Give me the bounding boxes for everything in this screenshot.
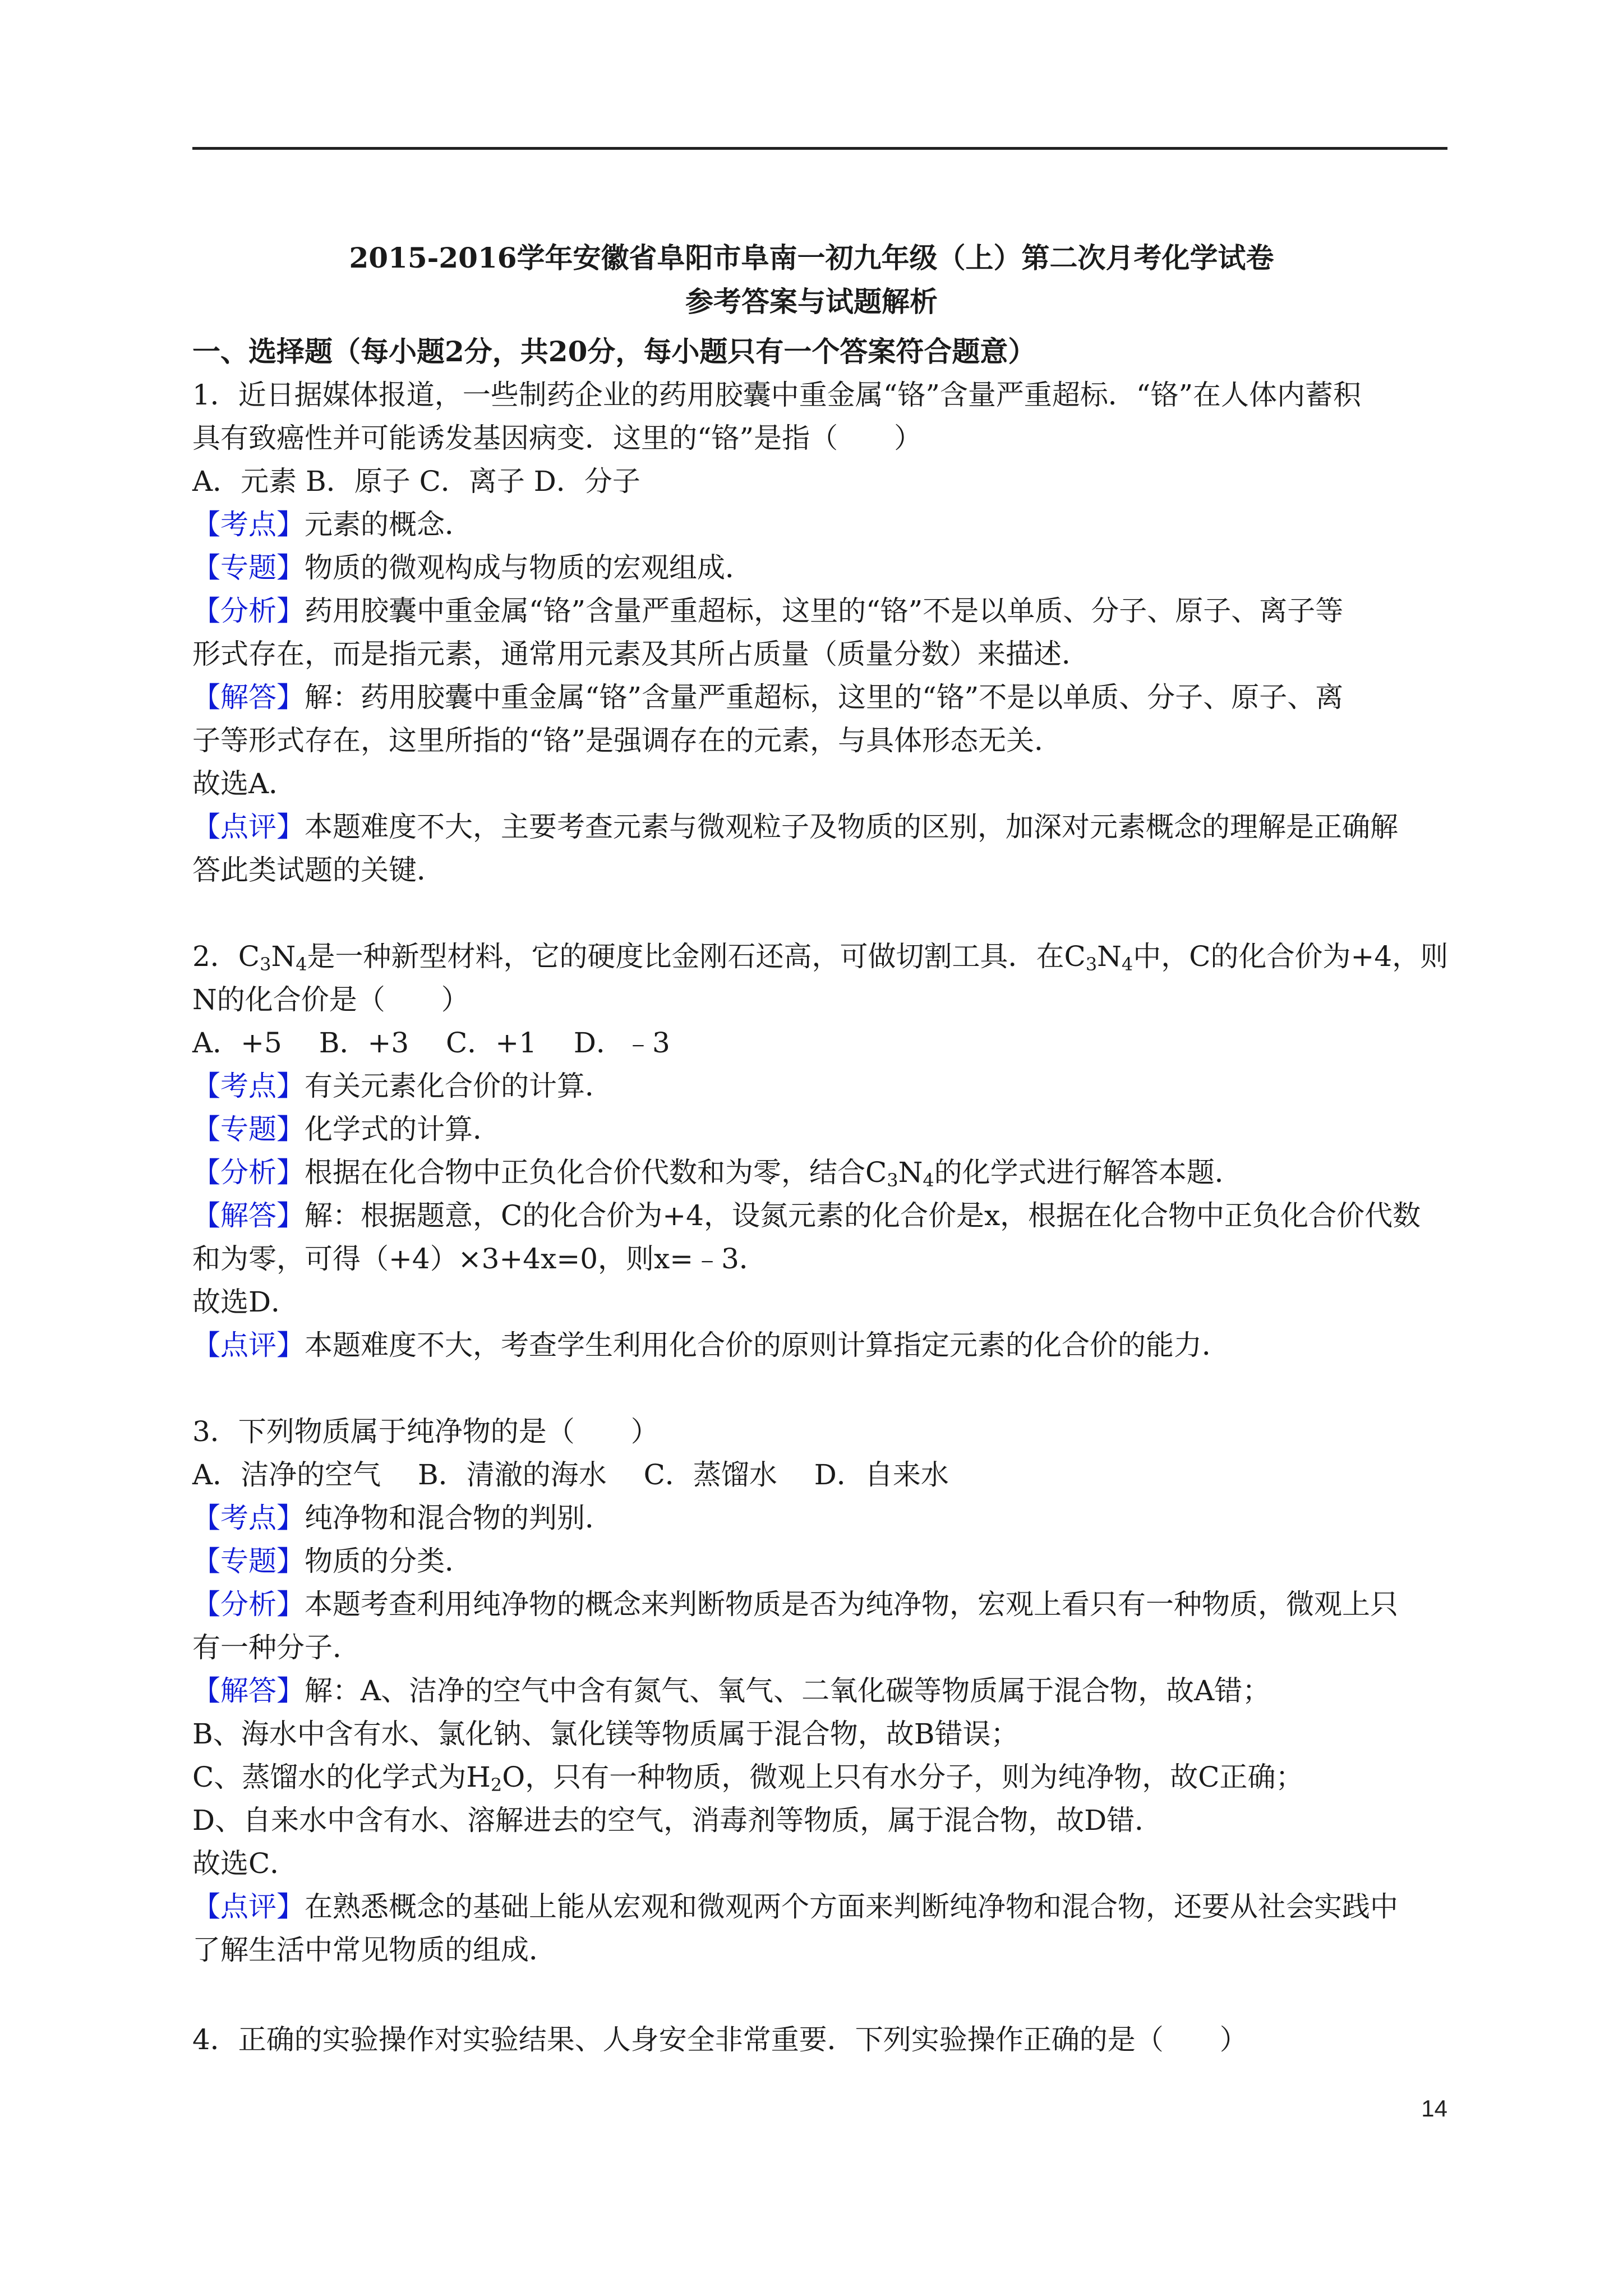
q3-zhuanti (192, 1540, 1447, 1583)
q4-stem: 4．正确的实验操作对实验结果、人身安全非常重要．下列实验操作正确的是（ ） (192, 2023, 1248, 2056)
q2-stem-line2: N的化合价是（ ） (192, 983, 469, 1016)
exam-title: 2015-2016学年安徽省阜阳市阜南一初九年级（上）第二次月考化学试卷 (349, 241, 1274, 274)
q2-stem-part: 是一种新型材料，它的硬度比金刚石还高，可做切割工具．在C (307, 940, 1086, 973)
q1-kaodian (192, 503, 1447, 546)
header-rule (192, 147, 1447, 150)
q2-options: A．+5 B．+3 C．+1 D．﹣3 (192, 1027, 670, 1059)
exam-content (192, 330, 1447, 2062)
q2-jieda-line2: 和为零，可得（+4）×3+4x=0，则x=﹣3． (192, 1243, 767, 1275)
q2-zhuanti-text: 化学式的计算． (305, 1113, 501, 1145)
q2-answer: 故选D． (192, 1286, 299, 1318)
zhuanti-tag: 【专题】 (192, 1113, 305, 1145)
q2-fenxi-part: N (898, 1156, 923, 1189)
q3-fenxi-line1 (192, 1583, 1447, 1626)
fenxi-tag: 【分析】 (192, 1156, 305, 1189)
q3-kaodian (192, 1497, 1447, 1540)
dianping-tag: 【点评】 (192, 811, 305, 843)
q2-dianping (192, 1324, 1447, 1367)
q3-options: A．洁净的空气 B．清澈的海水 C．蒸馏水 D．自来水 (192, 1458, 949, 1491)
dianping-tag: 【点评】 (192, 1329, 305, 1361)
q3-fenxi-line2: 有一种分子． (192, 1631, 361, 1664)
q1-stem-line1: 1．近日据媒体报道，一些制药企业的药用胶囊中重金属“铬”含量严重超标．“铬”在人体内蓄积 (192, 379, 1362, 411)
q1-dianping-text1: 本题难度不大，主要考查元素与微观粒子及物质的区别，加深对元素概念的理解是正确解 (305, 811, 1398, 843)
q1-zhuanti-text: 物质的微观构成与物质的宏观组成． (305, 551, 753, 584)
q2-fenxi (192, 1151, 1447, 1194)
q3-jieda-part: C、蒸馏水的化学式为H (192, 1761, 491, 1793)
zhuanti-tag: 【专题】 (192, 551, 305, 584)
q1-fenxi-line2: 形式存在，而是指元素，通常用元素及其所占质量（质量分数）来描述． (192, 638, 1090, 670)
subscript: 3 (1085, 954, 1098, 975)
q1-jieda-line2: 子等形式存在，这里所指的“铬”是强调存在的元素，与具体形态无关． (192, 724, 1063, 757)
spacer (192, 892, 1447, 935)
jieda-tag: 【解答】 (192, 1674, 305, 1707)
q3-fenxi-text1: 本题考查利用纯净物的概念来判断物质是否为纯净物，宏观上看只有一种物质，微观上只 (305, 1588, 1398, 1621)
q1-dianping-line1 (192, 806, 1447, 849)
q3-dianping-text1: 在熟悉概念的基础上能从宏观和微观两个方面来判断纯净物和混合物，还要从社会实践中 (305, 1890, 1398, 1923)
subscript: 3 (260, 954, 271, 975)
q1-zhuanti (192, 546, 1447, 590)
q3-jieda-part: O，只有一种物质，微观上只有水分子，则为纯净物，故C正确； (502, 1761, 1304, 1793)
q2-zhuanti (192, 1108, 1447, 1151)
q2-jieda-line1 (192, 1194, 1447, 1237)
spacer (192, 1972, 1447, 2018)
q1-fenxi-line1 (192, 590, 1447, 633)
q3-jieda-text1: 解：A、洁净的空气中含有氮气、氧气、二氧化碳等物质属于混合物，故A错； (305, 1674, 1271, 1707)
q1-fenxi-text1: 药用胶囊中重金属“铬”含量严重超标，这里的“铬”不是以单质、分子、原子、离子等 (305, 595, 1344, 627)
q3-jieda-line1 (192, 1669, 1447, 1713)
q2-stem-part: N (271, 940, 296, 973)
kaodian-tag: 【考点】 (192, 1502, 305, 1534)
zhuanti-tag: 【专题】 (192, 1545, 305, 1577)
q1-options: A．元素 B．原子 C．离子 D．分子 (192, 465, 640, 498)
q2-fenxi-part: 的化学式进行解答本题． (934, 1156, 1243, 1189)
page-number: 14 (1421, 2095, 1447, 2122)
exam-subtitle: 参考答案与试题解析 (685, 285, 938, 318)
q3-zhuanti-text: 物质的分类． (305, 1545, 473, 1577)
section-heading: 一、选择题（每小题2分，共20分，每小题只有一个答案符合题意） (192, 335, 1036, 368)
q3-dianping-line1 (192, 1885, 1447, 1929)
dianping-tag: 【点评】 (192, 1890, 305, 1923)
q2-kaodian-text: 有关元素化合价的计算． (305, 1070, 613, 1102)
q2-stem-line1 (192, 935, 1447, 978)
subscript: 2 (490, 1774, 502, 1796)
q3-dianping-line2: 了解生活中常见物质的组成． (192, 1934, 557, 1966)
q2-fenxi-part: 根据在化合物中正负化合价代数和为零，结合C (305, 1156, 887, 1189)
kaodian-tag: 【考点】 (192, 1070, 305, 1102)
q2-stem-part: 中，C的化合价为+4，则 (1133, 940, 1449, 973)
fenxi-tag: 【分析】 (192, 595, 305, 627)
q3-kaodian-text: 纯净物和混合物的判别． (305, 1502, 613, 1534)
q1-jieda-line1 (192, 676, 1447, 719)
q2-stem-part: 2．C (192, 940, 260, 973)
q2-kaodian (192, 1065, 1447, 1108)
subscript: 4 (1121, 954, 1133, 975)
subscript: 4 (923, 1170, 934, 1191)
q3-jieda-line4: D、自来水中含有水、溶解进去的空气，消毒剂等物质，属于混合物，故D错． (192, 1804, 1163, 1837)
q1-answer: 故选A． (192, 767, 297, 800)
q2-jieda-text1: 解：根据题意，C的化合价为+4，设氮元素的化合价是x，根据在化合物中正负化合价代数 (305, 1199, 1421, 1232)
q1-jieda-text1: 解：药用胶囊中重金属“铬”含量严重超标，这里的“铬”不是以单质、分子、原子、离 (305, 681, 1344, 714)
q1-dianping-line2: 答此类试题的关键． (192, 854, 445, 886)
fenxi-tag: 【分析】 (192, 1588, 305, 1621)
q1-kaodian-text: 元素的概念． (305, 508, 473, 541)
q1-stem-line2: 具有致癌性并可能诱发基因病变．这里的“铬”是指（ ） (192, 422, 923, 454)
q3-jieda-line2: B、海水中含有水、氯化钠、氯化镁等物质属于混合物，故B错误； (192, 1718, 1019, 1750)
q2-dianping-text: 本题难度不大，考查学生利用化合价的原则计算指定元素的化合价的能力． (305, 1329, 1230, 1361)
q3-jieda-line3 (192, 1756, 1447, 1799)
jieda-tag: 【解答】 (192, 1199, 305, 1232)
q3-stem: 3．下列物质属于纯净物的是（ ） (192, 1415, 659, 1448)
subscript: 3 (887, 1170, 898, 1191)
q3-answer: 故选C． (192, 1847, 298, 1880)
q2-stem-part: N (1097, 940, 1122, 973)
subscript: 4 (296, 954, 307, 975)
kaodian-tag: 【考点】 (192, 508, 305, 541)
spacer (192, 1367, 1447, 1410)
jieda-tag: 【解答】 (192, 681, 305, 714)
